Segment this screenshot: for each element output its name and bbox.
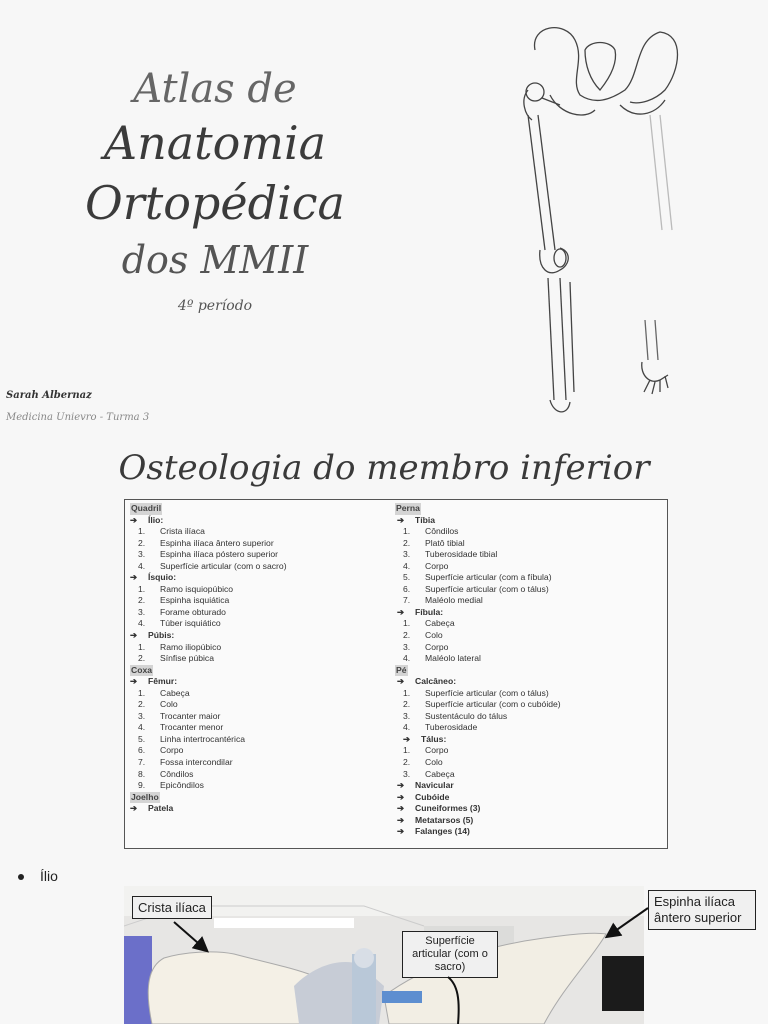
outline-item — [130, 607, 390, 619]
arrow-right-icon: ➔ — [130, 676, 138, 687]
outline-section-heading — [130, 665, 390, 677]
arrow-right-icon: ➔ — [397, 780, 405, 791]
item-number: 2. — [403, 630, 411, 641]
item-number: 1. — [403, 687, 411, 698]
item-number: 1. — [403, 618, 411, 629]
item-number: 4. — [138, 722, 146, 733]
item-number: 1. — [403, 526, 411, 537]
outline-group — [395, 515, 665, 527]
item-number: 3. — [403, 710, 411, 721]
label-superficie-articular: Superfície articular (com o sacro) — [402, 931, 498, 978]
item-number: 2. — [403, 757, 411, 768]
item-label: Crista ilíaca — [160, 526, 205, 537]
leg-skeleton-illustration — [490, 20, 690, 420]
outline-item — [395, 584, 665, 596]
outline-item — [130, 549, 390, 561]
group-label: Fêmur: — [148, 676, 178, 687]
outline-group — [395, 607, 665, 619]
outline-group — [395, 803, 665, 815]
item-label: Tuberosidade — [425, 722, 478, 733]
item-label: Cabeça — [425, 618, 455, 629]
item-label: Corpo — [425, 641, 449, 652]
group-label: Metatarsos (5) — [415, 814, 474, 825]
item-number: 1. — [138, 687, 146, 698]
outline-item — [395, 572, 665, 584]
item-label: Cabeça — [160, 687, 190, 698]
item-label: Côndilos — [160, 768, 194, 779]
title-line-4: dos MMII — [121, 238, 309, 282]
outline-item — [130, 618, 390, 630]
item-number: 2. — [403, 699, 411, 710]
item-number: 3. — [138, 549, 146, 560]
item-number: 6. — [403, 583, 411, 594]
item-label: Fossa intercondilar — [160, 757, 233, 768]
item-label: Superfície articular (com o sacro) — [160, 560, 287, 571]
outline-section-heading — [395, 503, 665, 515]
item-number: 5. — [403, 572, 411, 583]
arrow-right-icon: ➔ — [397, 814, 405, 825]
outline-group — [395, 734, 665, 746]
group-label: Patela — [148, 803, 174, 814]
outline-item — [395, 561, 665, 573]
outline-right-column — [395, 503, 665, 838]
arrow-right-icon: ➔ — [397, 606, 405, 617]
item-label: Tuberosidade tibial — [425, 549, 498, 560]
outline-item — [130, 653, 390, 665]
title-line-2: Anatomia — [103, 116, 327, 170]
item-number: 1. — [138, 641, 146, 652]
outline-section-heading — [395, 665, 665, 677]
outline-item — [130, 526, 390, 538]
outline-item — [130, 745, 390, 757]
item-label: Trocanter menor — [160, 722, 224, 733]
arrow-right-icon: ➔ — [397, 514, 405, 525]
arrow-right-icon: ➔ — [130, 572, 138, 583]
item-label: Colo — [425, 757, 443, 768]
item-number: 4. — [403, 722, 411, 733]
arrow-right-icon: ➔ — [397, 791, 405, 802]
item-label: Corpo — [425, 560, 449, 571]
item-number: 4. — [403, 560, 411, 571]
item-label: Superfície articular (com a fíbula) — [425, 572, 552, 583]
outline-group — [395, 792, 665, 804]
course-label: Medicina Unievro - Turma 3 — [6, 412, 150, 423]
group-label: Falanges (14) — [415, 826, 470, 837]
outline-item — [395, 769, 665, 781]
item-label: Trocanter maior — [160, 710, 221, 721]
group-label: Cuneiformes (3) — [415, 803, 481, 814]
group-label: Cubóide — [415, 791, 450, 802]
arrow-right-icon: ➔ — [397, 803, 405, 814]
item-label: Espinha ilíaca ântero superior — [160, 537, 274, 548]
item-number: 8. — [138, 768, 146, 779]
outline-item — [395, 642, 665, 654]
item-label: Colo — [160, 699, 178, 710]
item-number: 2. — [138, 653, 146, 664]
item-label: Ramo iliopúbico — [160, 641, 222, 652]
item-label: Ramo isquiopúbico — [160, 583, 234, 594]
group-label: Fíbula: — [415, 606, 444, 617]
item-label: Espinha ilíaca póstero superior — [160, 549, 278, 560]
outline-group — [395, 815, 665, 827]
item-label: Forame obturado — [160, 606, 226, 617]
outline-item — [130, 757, 390, 769]
item-number: 3. — [138, 606, 146, 617]
outline-group — [130, 676, 390, 688]
outline-item — [395, 699, 665, 711]
bullet-dot-icon — [18, 874, 24, 880]
arrow-right-icon: ➔ — [397, 826, 405, 837]
outline-group — [130, 515, 390, 527]
item-label: Superfície articular (com o tálus) — [425, 687, 549, 698]
item-number: 2. — [403, 537, 411, 548]
item-label: Platô tibial — [425, 537, 465, 548]
group-label: Ísquio: — [148, 572, 177, 583]
outline-item — [130, 538, 390, 550]
section-label: Coxa — [131, 664, 153, 675]
item-label: Colo — [425, 630, 443, 641]
outline-group — [395, 780, 665, 792]
item-label: Epicôndilos — [160, 780, 204, 791]
outline-item — [395, 538, 665, 550]
item-label: Côndilos — [425, 526, 459, 537]
outline-item — [395, 722, 665, 734]
item-number: 2. — [138, 595, 146, 606]
outline-item — [395, 595, 665, 607]
item-label: Superfície articular (com o tálus) — [425, 583, 549, 594]
outline-item — [130, 561, 390, 573]
outline-item — [130, 699, 390, 711]
section-title: Osteologia do membro inferior — [118, 448, 650, 488]
outline-item — [395, 688, 665, 700]
item-number: 1. — [403, 745, 411, 756]
outline-group — [395, 676, 665, 688]
section-label: Joelho — [131, 791, 159, 802]
section-label: Quadril — [131, 503, 162, 513]
outline-item — [395, 711, 665, 723]
item-label: Cabeça — [425, 768, 455, 779]
item-number: 4. — [138, 560, 146, 571]
outline-item — [130, 595, 390, 607]
author-signature: Sarah Albernaz — [6, 390, 92, 401]
item-number: 3. — [403, 768, 411, 779]
outline-item — [395, 757, 665, 769]
item-label: Linha intertrocantérica — [160, 733, 246, 744]
outline-item — [130, 780, 390, 792]
item-label: Maléolo lateral — [425, 653, 481, 664]
item-number: 2. — [138, 537, 146, 548]
item-number: 3. — [138, 710, 146, 721]
item-label: Sínfise púbica — [160, 653, 214, 664]
item-number: 4. — [138, 618, 146, 629]
outline-section-heading — [130, 503, 390, 515]
item-label: Maléolo medial — [425, 595, 483, 606]
outline-item — [395, 618, 665, 630]
item-number: 3. — [403, 549, 411, 560]
arrow-right-icon: ➔ — [403, 733, 411, 744]
label-crista-iliaca: Crista ilíaca — [132, 896, 212, 919]
arrow-right-icon: ➔ — [130, 630, 138, 641]
group-label: Calcâneo: — [415, 676, 457, 687]
outline-item — [395, 549, 665, 561]
section-label: Pé — [396, 664, 407, 675]
item-number: 6. — [138, 745, 146, 756]
arrow-right-icon: ➔ — [130, 803, 138, 814]
outline-group — [130, 572, 390, 584]
outline-section-heading — [130, 792, 390, 804]
item-number: 7. — [403, 595, 411, 606]
title-line-1: Atlas de — [133, 66, 297, 112]
outline-group — [130, 630, 390, 642]
outline-item — [130, 722, 390, 734]
item-number: 5. — [138, 733, 146, 744]
outline-item — [395, 745, 665, 757]
item-label: Corpo — [160, 745, 184, 756]
group-label: Tíbia — [415, 514, 436, 525]
outline-item — [395, 630, 665, 642]
item-number: 9. — [138, 780, 146, 791]
item-number: 1. — [138, 526, 146, 537]
item-number: 7. — [138, 757, 146, 768]
outline-item — [130, 711, 390, 723]
group-label: Tálus: — [421, 733, 447, 744]
item-label: Sustentáculo do tálus — [425, 710, 508, 721]
period-label: 4º período — [177, 298, 253, 314]
item-label: Corpo — [425, 745, 449, 756]
outline-item — [130, 734, 390, 746]
item-number: 1. — [138, 583, 146, 594]
title-line-3: Ortopédica — [85, 176, 345, 230]
arrow-right-icon: ➔ — [397, 676, 405, 687]
outline-item — [395, 526, 665, 538]
outline-item — [130, 688, 390, 700]
item-number: 3. — [403, 641, 411, 652]
item-label: Espinha isquiática — [160, 595, 230, 606]
item-number: 2. — [138, 699, 146, 710]
item-label: Túber isquiático — [160, 618, 221, 629]
outline-group — [130, 803, 390, 815]
item-label: Superfície articular (com o cubóide) — [425, 699, 561, 710]
outline-left-column — [130, 503, 390, 815]
osteology-outline — [124, 499, 668, 849]
group-label: Púbis: — [148, 630, 175, 641]
bullet-ilio — [18, 868, 58, 884]
group-label: Ílio: — [148, 514, 164, 525]
outline-item — [130, 769, 390, 781]
section-label: Perna — [396, 503, 420, 513]
bullet-text: Ílio — [40, 868, 58, 884]
label-espinha-iliaca: Espinha ilíaca ântero superior — [648, 890, 756, 930]
outline-item — [130, 642, 390, 654]
outline-group — [395, 826, 665, 838]
item-number: 4. — [403, 653, 411, 664]
outline-item — [130, 584, 390, 596]
group-label: Navicular — [415, 780, 454, 791]
outline-item — [395, 653, 665, 665]
arrow-right-icon: ➔ — [130, 514, 138, 525]
